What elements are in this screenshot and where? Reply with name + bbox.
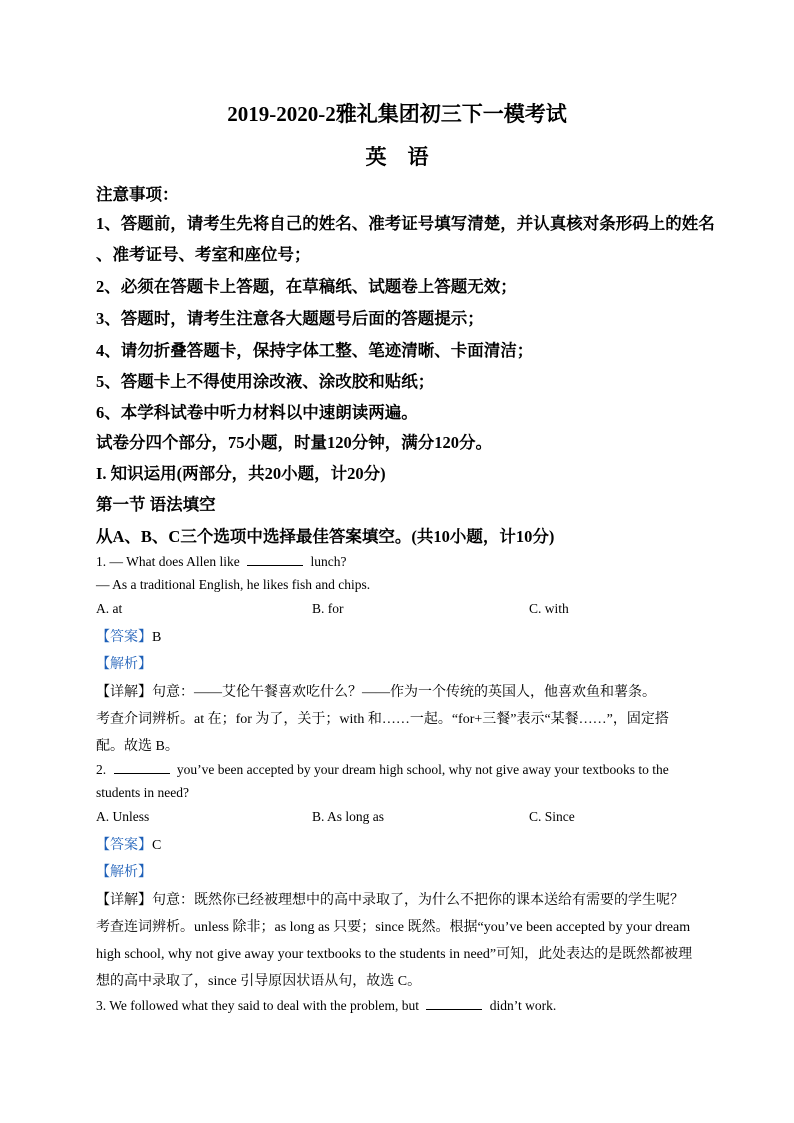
question-1-line2: — As a traditional English, he likes fish and chips. [96, 577, 371, 592]
part-title: I. 知识运用(两部分，共20小题，计20分) [96, 464, 386, 483]
exam-title: 2019-2020-2雅礼集团初三下一模考试 [227, 102, 567, 126]
question-2-stem: 2. you’ve been accepted by your dream high school, why not give away your textbooks to the [96, 762, 669, 777]
question-2-analysis-label: 【解析】 [96, 865, 152, 880]
question-2-option-b: B. As long as [312, 809, 385, 824]
question-1-answer: 【答案】B [96, 630, 162, 645]
question-2-answer: 【答案】C [96, 838, 162, 853]
question-1-option-b: B. for [312, 601, 344, 616]
question-3-stem: 3. We followed what they said to deal with the problem, but didn’t work. [96, 998, 557, 1013]
exam-summary: 试卷分四个部分，75小题，时量120分钟，满分120分。 [96, 433, 492, 452]
notice-item: 1、答题前，请考生先将自己的姓名、准考证号填写清楚，并认真核对条形码上的姓名 [96, 214, 715, 233]
question-1-detail: 考查介词辨析。at 在；for 为了，关于；with 和……一起。“for+三餐”表示“某餐……”，固定搭 [96, 712, 669, 727]
question-2-option-c: C. Since [529, 809, 575, 824]
question-2-detail: 想的高中录取了，since 引导原因状语从句，故选 C。 [96, 974, 422, 989]
question-1-stem: 1. — What does Allen like lunch? [96, 554, 347, 569]
answer-blank [114, 761, 170, 774]
section-title: 第一节 语法填空 [96, 495, 216, 514]
question-2-detail: high school, why not give away your textbooks to the students in need”可知，此处表达的是既然都被理 [96, 947, 693, 962]
question-1-detail: 配。故选 B。 [96, 739, 179, 754]
question-2-line2: students in need? [96, 785, 189, 800]
notice-item: 、准考证号、考室和座位号； [96, 245, 311, 264]
notice-item: 4、请勿折叠答题卡，保持字体工整、笔迹清晰、卡面清洁； [96, 341, 534, 360]
notice-item: 6、本学科试卷中听力材料以中速朗读两遍。 [96, 403, 418, 422]
notice-item: 2、必须在答题卡上答题，在草稿纸、试题卷上答题无效； [96, 277, 517, 296]
subject-title: 英 语 [365, 145, 429, 169]
question-1-analysis-label: 【解析】 [96, 657, 152, 672]
section-instruction: 从A、B、C三个选项中选择最佳答案填空。(共10小题，计10分) [96, 527, 555, 546]
notice-item: 5、答题卡上不得使用涂改液、涂改胶和贴纸； [96, 372, 435, 391]
answer-blank [247, 553, 303, 566]
answer-blank [426, 997, 482, 1010]
question-2-detail: 考查连词辨析。unless 除非；as long as 只要；since 既然。根据“you’ve been accepted by your dream [96, 920, 691, 935]
notice-item: 3、答题时，请考生注意各大题题号后面的答题提示； [96, 309, 484, 328]
notice-heading: 注意事项： [96, 185, 179, 204]
question-1-detail: 【详解】句意：——艾伦午餐喜欢吃什么？——作为一个传统的英国人，他喜欢鱼和薯条。 [96, 685, 656, 700]
question-1-option-c: C. with [529, 601, 569, 616]
question-2-detail: 【详解】句意：既然你已经被理想中的高中录取了，为什么不把你的课本送给有需要的学生呢？ [96, 893, 684, 908]
question-1-option-a: A. at [96, 601, 123, 616]
question-2-option-a: A. Unless [96, 809, 150, 824]
